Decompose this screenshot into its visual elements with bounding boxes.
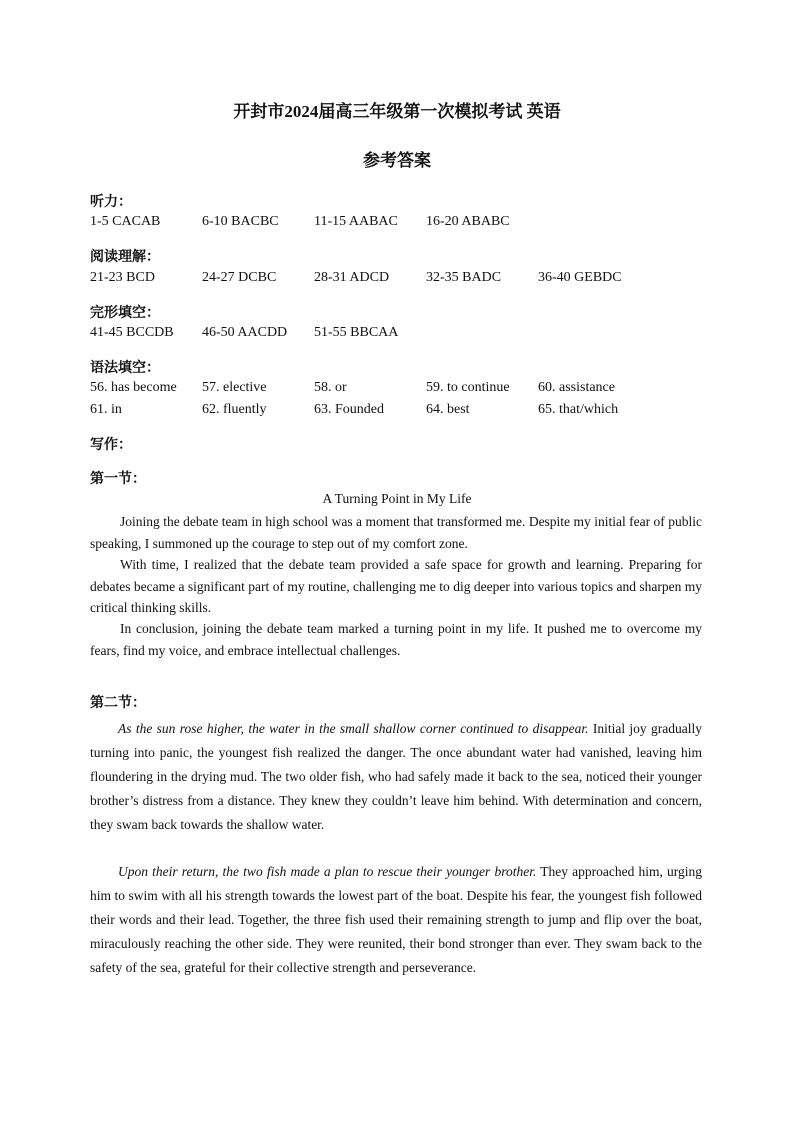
answer-group: 51-55 BBCAA: [314, 325, 399, 340]
answer-group: 11-15 AABAC: [314, 214, 398, 229]
grammar-answer: 65. that/which: [538, 402, 619, 417]
continuation-paragraph-2: [90, 860, 702, 980]
answer-group: 36-40 GEBDC: [538, 270, 622, 285]
answer-group: 1-5 CACAB: [90, 214, 161, 229]
page-subtitle: 参考答案: [363, 151, 431, 170]
essay-title: A Turning Point in My Life: [322, 491, 472, 506]
paragraph-lead-sentence: As the sun rose higher, the water in the small shallow corner continued to disappear.: [118, 721, 589, 736]
answer-group: 32-35 BADC: [426, 270, 502, 285]
paragraph-body: Initial joy gradually turning into panic, the youngest fish realized the danger. The once abundant water had vanished, leaving him floundering in the drying mud. The two older fish, who had safely made it back to the sea, noticed their younger brother’s distress from a distance. They knew they couldn’t leave him behind. With determination and concern, they swam back towards the shallow water.: [90, 721, 702, 832]
answer-group: 28-31 ADCD: [314, 270, 390, 285]
grammar-answer: 57. elective: [202, 380, 267, 395]
grammar-label: 语法填空：: [90, 361, 160, 376]
grammar-answer: 60. assistance: [538, 380, 615, 395]
essay-paragraph: Joining the debate team in high school was a moment that transformed me. Despite my initial fear of public speaking, I summoned up the courage to step out of my comfort zone.: [90, 514, 702, 551]
page-title: 开封市2024届高三年级第一次模拟考试 英语: [233, 102, 561, 121]
paragraph-lead-sentence: Upon their return, the two fish made a plan to rescue their younger brother.: [118, 864, 537, 879]
listening-label: 听力：: [90, 195, 132, 210]
grammar-answer: 56. has become: [90, 380, 177, 395]
writing-label: 写作：: [90, 438, 132, 453]
essay-paragraph: With time, I realized that the debate team provided a safe space for growth and learning. Preparing for debates became a significant part of my routine, challenging me to dig deeper into various topics and sharpen my critical thinking skills.: [90, 557, 702, 615]
grammar-answer: 59. to continue: [426, 380, 510, 395]
grammar-answer: 58. or: [314, 380, 347, 395]
writing-part2-label: 第二节：: [90, 696, 146, 711]
grammar-answer: 64. best: [426, 402, 470, 417]
answer-group: 46-50 AACDD: [202, 325, 288, 340]
answer-group: 24-27 DCBC: [202, 270, 277, 285]
answer-group: 41-45 BCCDB: [90, 325, 174, 340]
continuation-paragraph-1: [90, 717, 702, 837]
cloze-label: 完形填空：: [90, 306, 160, 321]
answer-group: 21-23 BCD: [90, 270, 155, 285]
answer-group: 6-10 BACBC: [202, 214, 279, 229]
answer-group: 16-20 ABABC: [426, 214, 510, 229]
reading-label: 阅读理解：: [90, 250, 160, 265]
grammar-answer: 62. fluently: [202, 402, 267, 417]
grammar-answer: 61. in: [90, 402, 122, 417]
paragraph-body: They approached him, urging him to swim with all his strength towards the lowest part of the boat. Despite his fear, the youngest fish followed their words and their lead. Together, the three fish used their remaining strength to jump and flip over the boat, miraculously reaching the other side. They were reunited, their bond stronger than ever. They swam back to the safety of the sea, grateful for their collective strength and perseverance.: [90, 864, 702, 975]
grammar-answer: 63. Founded: [314, 402, 384, 417]
essay-paragraph: In conclusion, joining the debate team marked a turning point in my life. It pushed me to overcome my fears, find my voice, and embrace intellectual challenges.: [90, 621, 702, 658]
writing-part1-label: 第一节：: [90, 472, 146, 487]
